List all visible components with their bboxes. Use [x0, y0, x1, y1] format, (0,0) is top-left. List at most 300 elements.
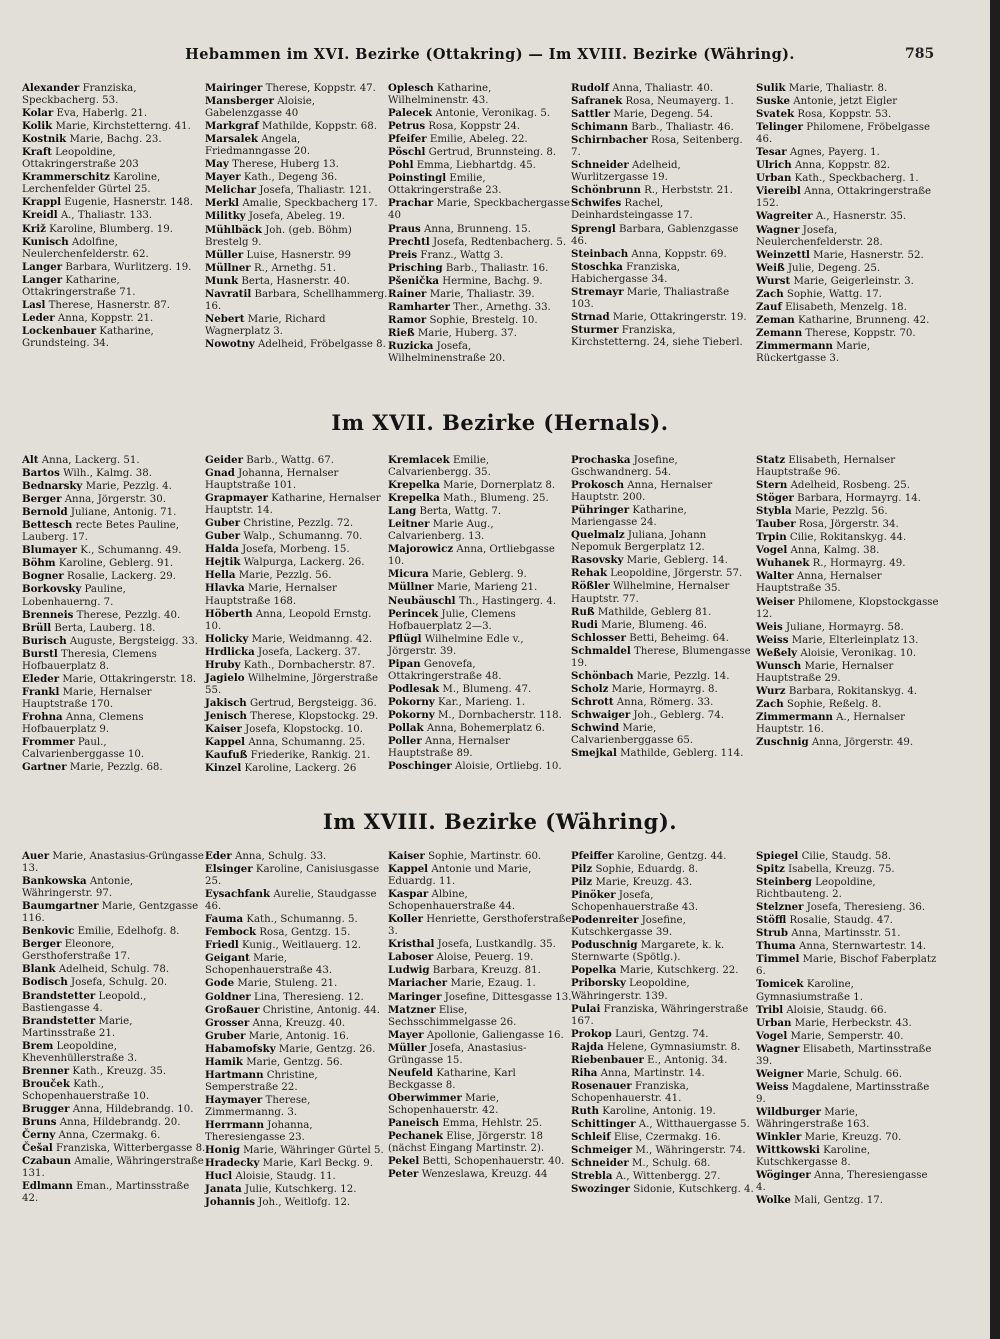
entry-details: Marie, Rückertgasse 3.	[756, 340, 871, 364]
entry-surname: Eleder	[22, 672, 60, 685]
directory-entry	[192, 338, 389, 351]
entry-surname: Mayer	[388, 1028, 424, 1041]
entry-surname: Rasovsky	[571, 554, 624, 567]
entry-surname: Weiss	[756, 633, 789, 646]
entry-details: Franz., Wattg 3.	[420, 249, 504, 261]
entry-surname: Prechtl	[388, 235, 430, 248]
entry-surname: Geigant	[205, 952, 250, 965]
entry-surname: Rudolf	[571, 82, 610, 94]
directory-entry	[375, 479, 572, 492]
entry-surname: Frohna	[22, 710, 63, 723]
entry-details: Rachel, Deinhardsteingasse 17.	[571, 198, 693, 222]
directory-entry	[558, 324, 755, 349]
entry-details: Elise, Czermakg. 16.	[613, 1132, 721, 1144]
directory-entry	[192, 262, 389, 275]
entry-details: Julie, Degeng. 25.	[787, 262, 881, 274]
entry-details: Barb., Thaliastr. 16.	[445, 262, 549, 274]
entry-details: Emilie, Ottakringerstraße 23.	[388, 173, 502, 197]
section3-column-4	[571, 850, 755, 1196]
entry-details: Isabella, Kreuzg. 75.	[788, 864, 895, 876]
entry-surname: Tesar	[756, 146, 787, 159]
entry-details: Aurelie, Staudgasse 46.	[205, 889, 377, 913]
entry-surname: Prisching	[388, 261, 443, 274]
entry-surname: Ludwig	[388, 964, 430, 977]
entry-surname: Kraft	[22, 146, 52, 159]
entry-details: Anna, Sternwartestr. 14.	[799, 941, 927, 953]
directory-entry	[192, 633, 389, 646]
entry-details: Kath., Schopenhauerstraße 10.	[22, 1078, 150, 1102]
directory-entry	[743, 953, 940, 978]
entry-surname: Rosenauer	[571, 1079, 632, 1092]
directory-entry	[9, 209, 206, 222]
directory-entry	[558, 1170, 755, 1183]
directory-entry	[9, 1142, 206, 1155]
directory-entry	[558, 939, 755, 964]
entry-details: Betti, Schopenhauerstr. 40.	[422, 1156, 565, 1168]
directory-entry	[192, 1017, 389, 1030]
directory-entry	[743, 95, 940, 108]
entry-details: Julie, Kutschkerg. 12.	[245, 1184, 357, 1196]
entry-details: Amalie, Speckbacherg 17.	[242, 198, 378, 210]
directory-entry	[558, 529, 755, 554]
entry-surname: Pekel	[388, 1155, 420, 1168]
directory-entry	[558, 1118, 755, 1131]
entry-details: Marie, Stuleng. 21.	[237, 978, 338, 990]
directory-entry	[375, 1130, 572, 1155]
entry-surname: Strnad	[571, 310, 610, 323]
directory-entry	[375, 696, 572, 709]
directory-entry	[558, 696, 755, 709]
entry-surname: Eder	[205, 850, 232, 862]
entry-details: recte Betes Pauline, Lauberg. 17.	[22, 520, 180, 544]
directory-entry	[558, 645, 755, 670]
directory-entry	[375, 146, 572, 159]
entry-details: Marie, Karl Beckg. 9.	[262, 1158, 373, 1170]
entry-details: Paul., Calvarienberggasse 10.	[22, 737, 145, 761]
entry-surname: Schmeiger	[571, 1144, 633, 1157]
directory-entry	[9, 454, 206, 467]
directory-entry	[743, 660, 940, 685]
entry-surname: Bettesch	[22, 519, 73, 532]
entry-details: Rosa, Neumayerg. 1.	[625, 96, 734, 108]
directory-entry	[375, 314, 572, 327]
entry-surname: Zuschnig	[756, 736, 809, 749]
directory-entry	[375, 262, 572, 275]
section-title-hernals: Im XVII. Bezirke (Hernals).	[331, 410, 669, 435]
directory-entry	[743, 544, 940, 557]
entry-details: Magdalene, Martinsstraße 9.	[756, 1081, 930, 1105]
entry-details: Rosalie, Staudg. 47.	[789, 915, 894, 927]
directory-entry	[743, 1106, 940, 1131]
directory-entry	[375, 1092, 572, 1117]
entry-details: Karoline, Lerchenfelder Gürtel 25.	[22, 172, 161, 196]
entry-surname: Oberwimmer	[388, 1091, 462, 1104]
entry-details: Anna, Martinsstr. 51.	[791, 928, 901, 940]
directory-entry	[743, 301, 940, 314]
entry-surname: Lockenbauer	[22, 324, 97, 337]
entry-details: Marie, Bachg. 23.	[69, 134, 162, 146]
directory-entry	[558, 134, 755, 159]
entry-details: Josefa, Klopstockg. 10.	[245, 723, 364, 735]
entry-surname: Pollak	[388, 721, 424, 734]
entry-surname: Pöschl	[388, 146, 426, 159]
directory-entry	[743, 185, 940, 210]
directory-entry	[375, 633, 572, 658]
entry-surname: Laboser	[388, 951, 434, 964]
entry-details: Leopoldine, Richtbauteng. 2.	[756, 877, 876, 901]
entry-surname: Hlavka	[205, 582, 245, 595]
entry-details: Antonie, Veronikag. 5.	[435, 108, 551, 120]
entry-surname: Pulai	[571, 1002, 601, 1015]
entry-details: Marie Aug., Calvarienberg. 13.	[388, 519, 494, 543]
entry-details: Christine, Semperstraße 22.	[205, 1069, 318, 1093]
entry-details: Lauri, Gentzg. 74.	[615, 1028, 709, 1040]
entry-details: Berta, Wattg. 7.	[419, 506, 502, 518]
entry-surname: Blumayer	[22, 544, 78, 557]
entry-surname: Bogner	[22, 570, 64, 583]
entry-details: Anna, Brunneng. 15.	[424, 223, 531, 235]
directory-entry	[743, 685, 940, 698]
directory-entry	[558, 223, 755, 248]
entry-surname: Prokop	[571, 1027, 612, 1040]
entry-details: Marie, Degeng. 54.	[613, 109, 713, 121]
directory-entry	[743, 288, 940, 301]
entry-details: Sophie, Eduardg. 8.	[595, 864, 699, 876]
entry-surname: Kaufuß	[205, 749, 248, 762]
entry-details: Mathilde, Geblerg. 114.	[620, 748, 744, 760]
directory-entry	[558, 261, 755, 286]
directory-entry	[743, 108, 940, 121]
entry-surname: Grapmayer	[205, 492, 268, 505]
section3-column-2	[205, 850, 389, 1209]
page-number: 785	[905, 46, 935, 62]
directory-entry	[743, 1131, 940, 1144]
entry-surname: Friedl	[205, 939, 239, 952]
directory-entry	[375, 275, 572, 288]
entry-surname: Ramharter	[388, 300, 451, 313]
directory-entry	[743, 940, 940, 953]
directory-entry	[192, 762, 389, 775]
directory-entry	[558, 683, 755, 696]
entry-details: Marie, Dornerplatz 8.	[443, 480, 556, 492]
directory-entry	[192, 275, 389, 288]
directory-entry	[192, 888, 389, 913]
entry-surname: Schmaldel	[571, 644, 631, 657]
entry-details: Gertrud, Brunnsteing. 8.	[428, 147, 557, 159]
entry-details: Henriette, Gersthoferstraße 3.	[388, 914, 572, 938]
directory-entry	[558, 95, 755, 108]
entry-details: Karoline, Antonig. 19.	[602, 1105, 716, 1117]
directory-entry	[743, 172, 940, 185]
entry-surname: Alexander	[22, 82, 80, 94]
entry-surname: Praus	[388, 222, 421, 235]
directory-entry	[9, 1103, 206, 1116]
entry-details: Berta, Lauberg. 18.	[54, 622, 156, 634]
entry-details: Margarete, k. k. Sternwarte (Spötlg.).	[571, 940, 725, 964]
entry-details: Therese, Koppstr. 70.	[805, 327, 916, 339]
entry-details: Barbara, Rokitanskyg. 4.	[788, 685, 918, 697]
directory-entry	[375, 888, 572, 913]
directory-entry	[9, 1015, 206, 1040]
directory-entry	[375, 1067, 572, 1092]
entry-details: A., Thaliastr. 133.	[60, 210, 153, 222]
entry-surname: Großauer	[205, 1003, 260, 1016]
directory-entry	[192, 710, 389, 723]
directory-entry	[743, 327, 940, 340]
entry-surname: Weigner	[756, 1067, 804, 1080]
entry-details: M., Dornbacherstr. 118.	[437, 709, 562, 721]
directory-entry	[558, 479, 755, 504]
entry-details: Emilie, Calvarienbergg. 35.	[388, 455, 491, 479]
entry-surname: Bednarsky	[22, 480, 83, 493]
entry-surname: Hradecky	[205, 1157, 260, 1170]
entry-details: Karoline, Blumberg. 19.	[49, 223, 173, 235]
entry-surname: Černy	[22, 1129, 56, 1142]
entry-surname: Frommer	[22, 736, 75, 749]
entry-surname: Poinstingl	[388, 172, 447, 185]
directory-entry	[192, 288, 389, 313]
entry-surname: Brenner	[22, 1064, 70, 1077]
entry-surname: Podenreiter	[571, 914, 639, 927]
entry-details: Kath., Schumanng. 5.	[246, 914, 358, 926]
entry-surname: Schwifes	[571, 197, 622, 210]
directory-entry	[558, 606, 755, 619]
directory-entry	[558, 876, 755, 889]
directory-entry	[375, 951, 572, 964]
entry-details: Marie, Pezzlg. 68.	[69, 762, 163, 774]
entry-details: Elise, Jörgerstr. 18 (nächst Eingang Martinstr. 2).	[388, 1131, 545, 1155]
directory-entry	[558, 619, 755, 632]
entry-surname: Geider	[205, 454, 244, 466]
directory-entry	[375, 505, 572, 518]
directory-entry	[9, 583, 206, 608]
entry-details: Katharine, Ottakringerstraße 71.	[22, 274, 136, 298]
directory-entry	[192, 977, 389, 990]
entry-surname: Češal	[22, 1142, 53, 1155]
entry-details: Antonie und Marie, Eduardg. 11.	[388, 864, 532, 888]
entry-surname: Müller	[388, 1041, 427, 1054]
entry-surname: Krepelka	[388, 492, 440, 505]
entry-details: Josefine, Gschwandnerg. 54.	[571, 455, 678, 479]
entry-surname: Pilz	[571, 863, 593, 876]
entry-surname: Habamofsky	[205, 1042, 276, 1055]
entry-surname: Gruber	[205, 1029, 246, 1042]
directory-entry	[743, 492, 940, 505]
entry-details: Marie, Antonig. 16.	[248, 1030, 350, 1042]
entry-details: R., Arnethg. 51.	[253, 262, 336, 274]
directory-entry	[375, 709, 572, 722]
directory-entry	[9, 1180, 206, 1205]
entry-surname: Bankowska	[22, 875, 87, 888]
directory-entry	[9, 133, 206, 146]
entry-surname: Vogel	[756, 544, 788, 557]
entry-surname: Hejtik	[205, 556, 241, 569]
entry-details: Barbara, Hormayrg. 14.	[797, 493, 921, 505]
entry-surname: Marsalek	[205, 133, 258, 146]
entry-details: Rosalie, Lackerg. 29.	[67, 571, 176, 583]
entry-surname: Schittinger	[571, 1117, 636, 1130]
entry-surname: Kinzel	[205, 762, 242, 775]
entry-surname: Mariacher	[388, 977, 448, 990]
entry-details: Philomene, Fröbelgasse 46.	[756, 122, 931, 146]
directory-entry	[375, 1155, 572, 1168]
entry-surname: Koller	[388, 913, 424, 926]
entry-surname: Borkovsky	[22, 583, 82, 596]
entry-details: Katharine, Brunneng. 42.	[797, 314, 930, 326]
entry-details: Apollonie, Galiengasse 16.	[426, 1029, 564, 1041]
entry-surname: Pokorny	[388, 708, 435, 721]
directory-entry	[375, 581, 572, 594]
directory-entry	[192, 913, 389, 926]
entry-surname: Edlmann	[22, 1180, 73, 1193]
entry-details: Marie, Herbeckstr. 43.	[794, 1017, 912, 1029]
entry-details: Anna, Ortliebgasse 10.	[388, 544, 555, 568]
entry-surname: Telinger	[756, 121, 804, 134]
entry-details: Barbara, Wurlitzerg. 19.	[65, 261, 192, 273]
directory-entry	[192, 939, 389, 952]
entry-surname: Schlosser	[571, 631, 626, 644]
entry-surname: Statz	[756, 454, 786, 466]
entry-details: Kunig., Weitlauerg. 12.	[242, 940, 362, 952]
entry-surname: Spitz	[756, 863, 785, 876]
entry-details: Anna, Jörgerstr. 49.	[811, 737, 914, 749]
entry-surname: Schirnbacher	[571, 134, 648, 147]
entry-details: Katharine, Grundsteing. 34.	[22, 325, 154, 349]
entry-details: Marie, Schopenhauerstr. 42.	[388, 1092, 500, 1116]
entry-surname: Sprengl	[571, 222, 616, 235]
entry-surname: Jagielo	[205, 671, 245, 684]
entry-surname: Schwind	[571, 721, 620, 734]
directory-entry	[192, 1157, 389, 1170]
entry-surname: Križ	[22, 222, 46, 235]
entry-details: Marie, Hernalser Hauptstraße 170.	[22, 686, 152, 710]
entry-details: Wilh., Kalmg. 38.	[63, 468, 152, 480]
entry-surname: Leder	[22, 311, 55, 324]
directory-entry	[9, 107, 206, 120]
directory-entry	[743, 121, 940, 146]
entry-surname: Thuma	[756, 940, 796, 953]
entry-details: Marie, Elterleinplatz 13.	[791, 634, 919, 646]
entry-surname: Trpin	[756, 531, 787, 544]
section2-column-5	[756, 454, 940, 749]
directory-entry	[558, 747, 755, 760]
entry-surname: Tomicek	[756, 978, 804, 991]
directory-entry	[9, 1065, 206, 1078]
directory-entry	[375, 120, 572, 133]
entry-surname: Pflügl	[388, 632, 422, 645]
directory-entry	[9, 480, 206, 493]
directory-entry	[192, 224, 389, 249]
entry-surname: Militky	[205, 210, 246, 223]
entry-surname: Poller	[388, 735, 422, 748]
entry-surname: Gode	[205, 977, 235, 990]
entry-details: Wenzeslawa, Kreuzg. 44	[421, 1169, 548, 1181]
entry-surname: Peter	[388, 1168, 419, 1181]
entry-surname: Auer	[22, 850, 50, 862]
entry-details: Wilhelmine Edle v., Jörgerstr. 39.	[388, 633, 524, 657]
entry-details: Christine, Pezzlg. 72.	[243, 518, 354, 530]
entry-surname: Johannis	[205, 1196, 256, 1209]
entry-details: Eva, Haberlg. 21.	[56, 108, 148, 120]
entry-surname: Wunsch	[756, 659, 802, 672]
entry-details: M., Blumeng. 47.	[442, 683, 532, 695]
directory-entry	[558, 197, 755, 222]
directory-entry	[558, 1144, 755, 1157]
entry-surname: Zeman	[756, 313, 795, 326]
entry-surname: Grosser	[205, 1016, 250, 1029]
entry-details: Marie, Kirchstetterng. 41.	[55, 121, 191, 133]
directory-entry	[743, 210, 940, 223]
entry-details: Elisabeth, Menzelg. 18.	[785, 301, 907, 313]
entry-details: Anna, Hernalser Hauptstraße 89.	[388, 736, 510, 760]
directory-entry	[558, 709, 755, 722]
directory-entry	[743, 1043, 940, 1068]
directory-entry	[9, 557, 206, 570]
directory-entry	[558, 889, 755, 914]
entry-details: Josefa, Theresieng. 36.	[806, 902, 926, 914]
directory-entry	[9, 900, 206, 925]
entry-surname: Kolik	[22, 120, 53, 133]
directory-entry	[743, 505, 940, 518]
entry-details: Josefa, Schulg. 20.	[71, 977, 168, 989]
entry-details: Marie, Pezzlg. 56.	[794, 506, 888, 518]
entry-surname: Kreidl	[22, 209, 58, 222]
entry-surname: Wittkowski	[756, 1144, 820, 1157]
entry-details: Marie, Gentzgasse 116.	[22, 901, 199, 925]
entry-details: Franziska, Speckbacherg. 53.	[22, 83, 137, 107]
entry-details: Rosa, Seitenberg. 7.	[571, 135, 743, 159]
directory-entry	[558, 159, 755, 184]
directory-entry	[375, 1168, 572, 1181]
entry-details: Anna, Hildebrandg. 10.	[72, 1103, 194, 1115]
directory-entry	[375, 913, 572, 938]
directory-entry	[558, 311, 755, 324]
entry-details: Marie, Weidmanng. 42.	[251, 633, 373, 645]
directory-entry	[558, 914, 755, 939]
entry-surname: Wildburger	[756, 1105, 821, 1118]
directory-entry	[192, 454, 389, 467]
entry-details: Anna, Römerg. 33.	[616, 696, 714, 708]
entry-details: Eugenie, Hasnerstr. 148.	[64, 197, 193, 209]
entry-surname: Smejkal	[571, 747, 617, 760]
entry-details: Karoline, Gymnasiumstraße 1.	[756, 979, 863, 1003]
directory-entry	[743, 1004, 940, 1017]
entry-surname: Mansberger	[205, 95, 274, 108]
directory-entry	[192, 197, 389, 210]
entry-surname: Poduschnig	[571, 939, 638, 952]
directory-entry	[9, 570, 206, 583]
section1-column-1	[22, 82, 206, 350]
directory-entry	[192, 952, 389, 977]
directory-entry	[743, 146, 940, 159]
entry-details: Elisabeth, Martinsstraße 39.	[756, 1043, 932, 1067]
directory-entry	[375, 133, 572, 146]
entry-details: Leopold., Bastiengasse 4.	[22, 990, 147, 1014]
entry-details: Kath., Speckbacherg. 1.	[794, 173, 919, 185]
directory-entry	[375, 1004, 572, 1029]
entry-surname: Kolar	[22, 107, 54, 120]
entry-surname: Mühlbäck	[205, 223, 262, 236]
directory-entry	[192, 95, 389, 120]
directory-entry	[743, 978, 940, 1003]
directory-entry	[192, 850, 389, 863]
directory-entry	[192, 517, 389, 530]
directory-entry	[192, 736, 389, 749]
entry-surname: Müller	[205, 248, 244, 261]
entry-details: Josefa, Anastasius-Grüngasse 15.	[388, 1042, 527, 1066]
directory-entry	[558, 850, 755, 863]
entry-details: Aloise, Peuerg. 19.	[436, 952, 534, 964]
